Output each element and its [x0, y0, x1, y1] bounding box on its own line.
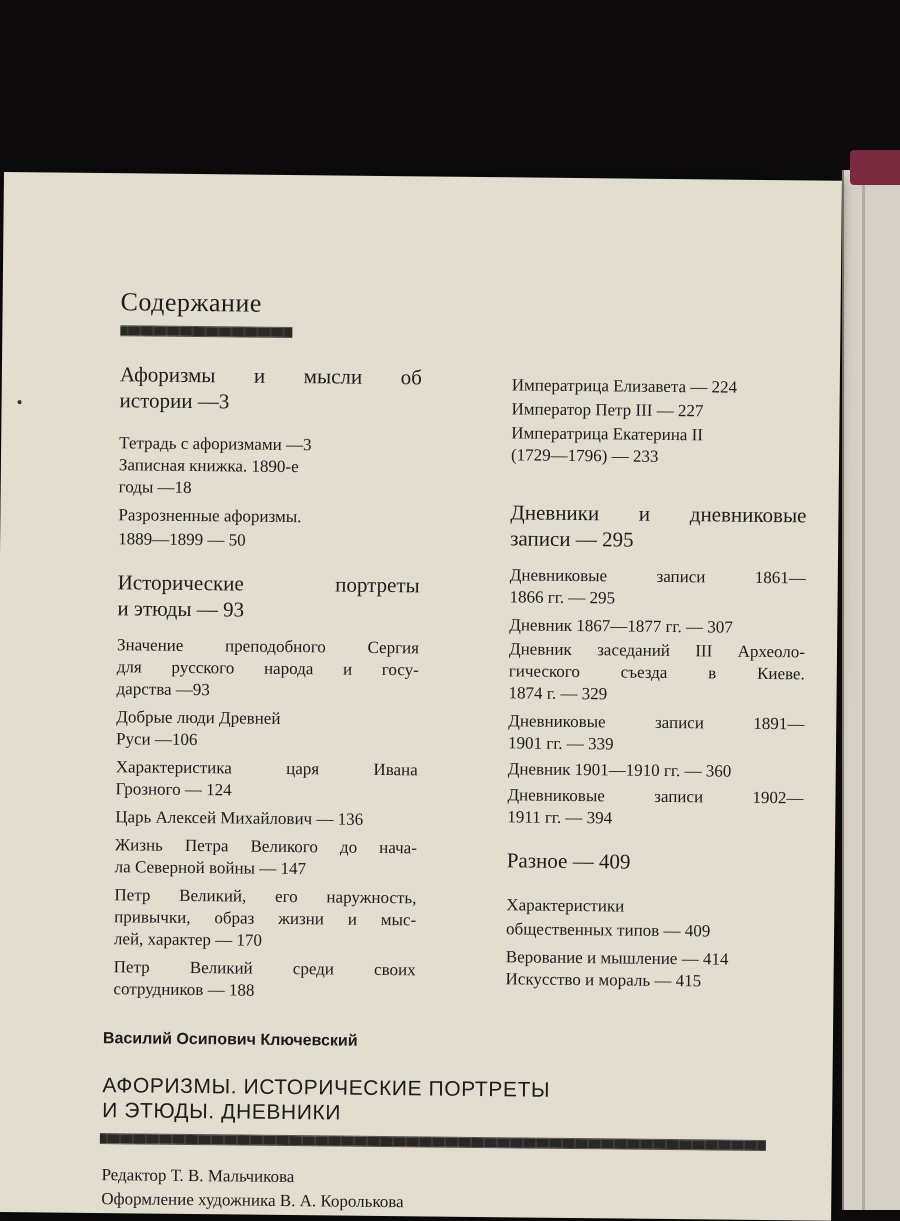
next-page-edge [842, 170, 900, 1210]
imprint-editor: Редактор Т. В. Мальчикова [101, 1165, 295, 1187]
contents-heading: Содержание [120, 287, 263, 318]
toc-item: Руси —106 [115, 729, 198, 750]
toc-item: Значение преподобного Сергия [116, 635, 420, 658]
toc-item: для русского народа и госу- [116, 657, 419, 680]
toc-item: (1729—1796) — 233 [510, 445, 659, 466]
toc-section-diaries-line1: Дневники и дневниковые [510, 500, 807, 528]
toc-item: 1874 г. — 329 [508, 683, 608, 704]
toc-item: Дневник 1901—1910 гг. — 360 [507, 759, 732, 781]
toc-item: Царь Алексей Михайлович — 136 [115, 807, 364, 829]
toc-item: Характеристика царя Ивана [115, 757, 418, 780]
toc-item: Верование и мышление — 414 [505, 947, 729, 969]
toc-item: Характеристики [506, 895, 625, 916]
toc-item: Императрица Елизавета — 224 [511, 375, 738, 397]
book-page [0, 172, 842, 1221]
toc-item: общественных типов — 409 [506, 919, 711, 941]
toc-item: Императрица Екатерина II [511, 423, 704, 445]
imprint-title-line2: И ЭТЮДЫ. ДНЕВНИКИ [102, 1099, 342, 1125]
toc-item: 1866 гг. — 295 [509, 587, 616, 608]
toc-section-aphorisms-line1: Афоризмы и мысли об [119, 362, 422, 390]
toc-section-portraits-line1: Исторические портреты [117, 570, 420, 598]
toc-item: Искусство и мораль — 415 [505, 969, 702, 991]
toc-section-aphorisms-line2: истории —3 [119, 388, 230, 414]
toc-item: привычки, образ жизни и мыс- [114, 907, 417, 930]
toc-item: Тетрадь с афоризмами —3 [119, 433, 312, 455]
toc-section-misc: Разное — 409 [506, 848, 631, 874]
toc-item: лей, характер — 170 [113, 929, 263, 950]
toc-item: Петр Великий среди своих [113, 957, 416, 980]
toc-item: Добрые люди Древней [116, 707, 281, 728]
toc-item: годы —18 [118, 477, 192, 497]
toc-item: 1911 гг. — 394 [507, 807, 613, 828]
toc-item: Дневник 1867—1877 гг. — 307 [509, 615, 733, 637]
heading-rule [120, 325, 292, 338]
toc-item: Записная книжка. 1890-е [118, 455, 299, 477]
toc-item: Грозного — 124 [115, 779, 232, 800]
toc-item: Петр Великий, его наружность, [114, 885, 417, 908]
toc-item: 1901 гг. — 339 [507, 733, 614, 754]
book-cover-corner [850, 150, 900, 185]
imprint-title-line1: АФОРИЗМЫ. ИСТОРИЧЕСКИЕ ПОРТРЕТЫ [102, 1074, 551, 1102]
toc-item: Жизнь Петра Великого до нача- [114, 835, 418, 858]
toc-item: Дневниковые записи 1861— [509, 565, 806, 588]
toc-item: Дневниковые записи 1891— [508, 711, 805, 734]
toc-item: сотрудников — 188 [113, 979, 255, 1000]
toc-item: гического съезда в Киеве. [508, 661, 805, 684]
imprint-design: Оформление художника В. А. Королькова [101, 1189, 404, 1212]
toc-item: Разрозненные афоризмы. [118, 505, 302, 527]
toc-item: Дневниковые записи 1902— [507, 785, 804, 808]
toc-item: ла Северной войны — 147 [114, 857, 307, 879]
toc-item: 1889—1899 — 50 [118, 529, 246, 550]
toc-item: дарства —93 [116, 679, 210, 700]
toc-item: Дневник заседаний III Археоло- [508, 639, 806, 662]
toc-item: Император Петр III — 227 [511, 399, 704, 421]
imprint-author: Василий Осипович Ключевский [102, 1030, 358, 1050]
toc-section-portraits-line2: и этюды — 93 [117, 596, 245, 622]
imprint-rule [100, 1133, 766, 1151]
page-speck [18, 400, 22, 404]
toc-section-diaries-line2: записи — 295 [510, 526, 634, 552]
